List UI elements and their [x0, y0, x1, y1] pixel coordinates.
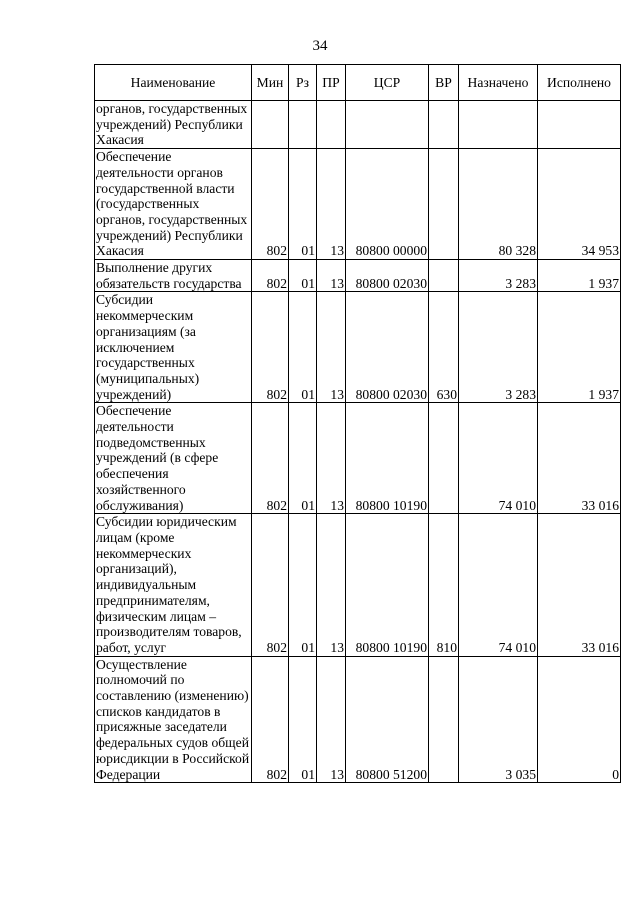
cell-min: 802: [252, 403, 289, 514]
cell-min: 802: [252, 514, 289, 656]
cell-executed: 1 937: [538, 292, 621, 403]
budget-table: [94, 64, 621, 783]
cell-assigned: 3 035: [459, 656, 538, 783]
header-name: Наименование: [95, 65, 252, 101]
header-vr: ВР: [429, 65, 459, 101]
cell-name: Субсидии юридическим лицам (кроме некоммерческих организаций), индивидуальным предпринимателям, физическим лицам – производителям товаров, работ, услуг: [95, 514, 252, 656]
cell-vr: 810: [429, 514, 459, 656]
cell-name: Обеспечение деятельности органов государственной власти (государственных органов, государственных учреждений) Республики Хакасия: [95, 149, 252, 260]
header-executed: Исполнено: [538, 65, 621, 101]
cell-rz: 01: [289, 656, 317, 783]
cell-name: Субсидии некоммерческим организациям (за исключением государственных (муниципальных) учреждений): [95, 292, 252, 403]
table-row: [95, 403, 621, 514]
header-pr: ПР: [317, 65, 346, 101]
cell-vr: [429, 260, 459, 292]
cell-vr: [429, 149, 459, 260]
header-assigned: Назначено: [459, 65, 538, 101]
cell-min: [252, 101, 289, 149]
cell-vr: [429, 101, 459, 149]
cell-pr: 13: [317, 260, 346, 292]
cell-csr: 80800 00000: [346, 149, 429, 260]
cell-name: Выполнение других обязательств государства: [95, 260, 252, 292]
cell-vr: [429, 403, 459, 514]
table-row: [95, 514, 621, 656]
cell-rz: 01: [289, 514, 317, 656]
table-row: [95, 292, 621, 403]
header-rz: Рз: [289, 65, 317, 101]
header-min: Мин: [252, 65, 289, 101]
cell-pr: 13: [317, 149, 346, 260]
table-row: [95, 149, 621, 260]
cell-rz: 01: [289, 292, 317, 403]
cell-name: Осуществление полномочий по составлению (изменению) списков кандидатов в присяжные заседатели федеральных судов общей юрисдикции в Российской Федерации: [95, 656, 252, 783]
cell-csr: 80800 10190: [346, 403, 429, 514]
cell-csr: 80800 51200: [346, 656, 429, 783]
header-csr: ЦСР: [346, 65, 429, 101]
cell-csr: 80800 02030: [346, 292, 429, 403]
cell-assigned: 3 283: [459, 260, 538, 292]
cell-rz: [289, 101, 317, 149]
cell-executed: 34 953: [538, 149, 621, 260]
table-row: [95, 260, 621, 292]
cell-vr: [429, 656, 459, 783]
cell-assigned: [459, 101, 538, 149]
cell-vr: 630: [429, 292, 459, 403]
cell-rz: 01: [289, 149, 317, 260]
cell-min: 802: [252, 656, 289, 783]
cell-min: 802: [252, 260, 289, 292]
page-number: 34: [312, 38, 328, 54]
cell-pr: [317, 101, 346, 149]
cell-assigned: 80 328: [459, 149, 538, 260]
cell-pr: 13: [317, 514, 346, 656]
cell-pr: 13: [317, 403, 346, 514]
cell-csr: 80800 02030: [346, 260, 429, 292]
header-row: [95, 65, 621, 101]
cell-executed: [538, 101, 621, 149]
cell-min: 802: [252, 149, 289, 260]
cell-csr: 80800 10190: [346, 514, 429, 656]
cell-executed: 1 937: [538, 260, 621, 292]
cell-rz: 01: [289, 260, 317, 292]
cell-rz: 01: [289, 403, 317, 514]
cell-min: 802: [252, 292, 289, 403]
cell-csr: [346, 101, 429, 149]
cell-pr: 13: [317, 292, 346, 403]
cell-assigned: 3 283: [459, 292, 538, 403]
cell-executed: 33 016: [538, 514, 621, 656]
cell-assigned: 74 010: [459, 514, 538, 656]
cell-name: органов, государственных учреждений) Республики Хакасия: [95, 101, 252, 149]
cell-name: Обеспечение деятельности подведомственных учреждений (в сфере обеспечения хозяйственного обслуживания): [95, 403, 252, 514]
table-row: [95, 656, 621, 783]
table-row: [95, 101, 621, 149]
cell-pr: 13: [317, 656, 346, 783]
cell-executed: 0: [538, 656, 621, 783]
cell-executed: 33 016: [538, 403, 621, 514]
cell-assigned: 74 010: [459, 403, 538, 514]
